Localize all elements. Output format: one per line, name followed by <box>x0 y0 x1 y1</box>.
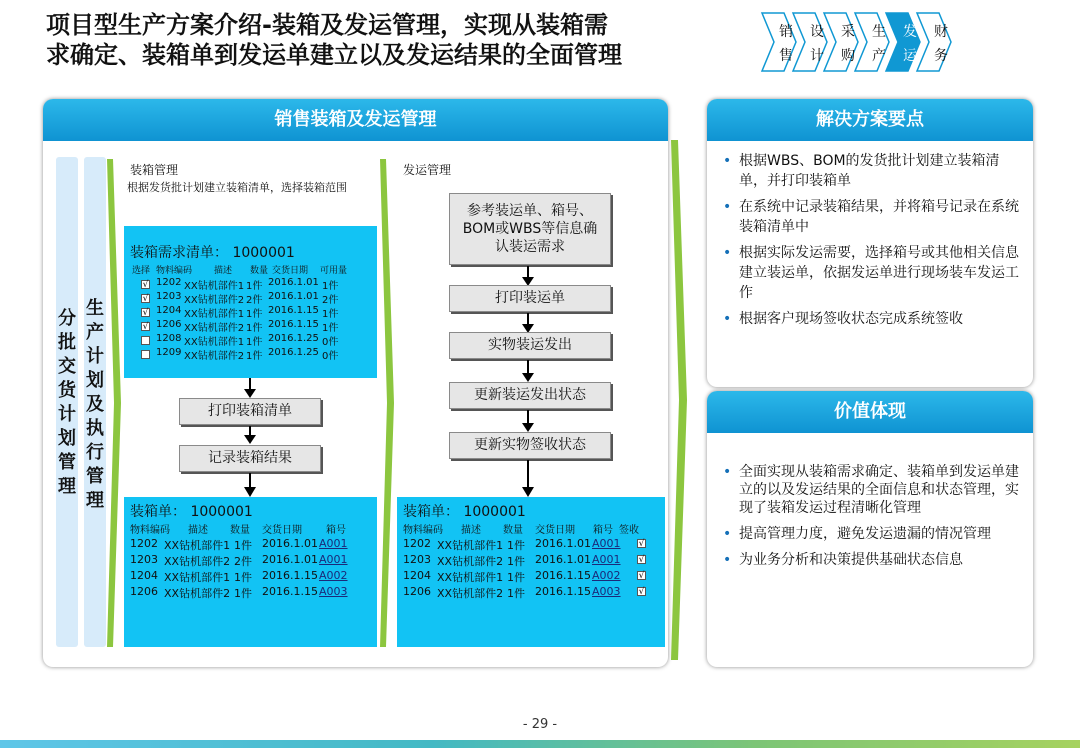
vertical-label-production-plan: 生 产 计 划 及 执 行 管 理 <box>84 157 106 647</box>
process-step-production: 生 产 <box>872 24 886 64</box>
box-number-link[interactable]: A001 <box>592 553 621 566</box>
main-panel <box>43 99 668 667</box>
list-item: • 根据WBS、BOM的发货批计划建立装箱清单，并打印装箱单 <box>721 151 1023 191</box>
down-arrow-icon <box>521 460 535 497</box>
packing-list-box <box>124 497 377 647</box>
update-receipt-status-button[interactable]: 更新实物签收状态 <box>449 432 611 459</box>
down-arrow-icon <box>243 378 257 398</box>
select-checkbox[interactable] <box>141 336 150 345</box>
list-item: • 提高管理力度，避免发运遗漏的情况管理 <box>721 525 1023 543</box>
solution-bullet-list <box>721 151 1023 335</box>
sign-checkbox[interactable]: √ <box>638 587 645 597</box>
packing-requirement-heading: 装箱需求清单： 1000001 <box>130 245 295 261</box>
select-checkbox[interactable]: √ <box>142 308 149 318</box>
down-arrow-icon <box>521 410 535 432</box>
down-arrow-icon <box>243 426 257 444</box>
update-shipping-status-button[interactable]: 更新装运发出状态 <box>449 382 611 409</box>
packing-list-heading: 装箱单： 1000001 <box>130 504 253 520</box>
down-arrow-icon <box>243 473 257 497</box>
packing-requirement-list <box>124 226 377 378</box>
down-arrow-icon <box>521 313 535 333</box>
green-divider-arrow-2 <box>380 159 394 647</box>
sign-checkbox[interactable]: √ <box>638 555 645 565</box>
select-checkbox[interactable]: √ <box>142 280 149 290</box>
page-number: - 29 - <box>522 717 558 732</box>
list-item: • 在系统中记录装箱结果，并将箱号记录在系统装箱清单中 <box>721 197 1023 237</box>
box-number-link[interactable]: A002 <box>319 569 348 582</box>
packing-list-table: 物料编码 描述 数量 交货日期 箱号 1202 XX钻机部件1 1件 2016.1.01 A001 1203 XX钻机部件2 2件 2016.1.01 A001 1204 XX钻机部件1 1件 2016.1.15 A002 1206 XX钻机部件2 1件 2016.1.15 A003 <box>130 525 348 600</box>
shipping-packing-list-box <box>397 497 665 647</box>
footer-gradient-bar <box>0 740 1080 748</box>
title-line-1: 项目型生产方案介绍-装箱及发运管理，实现从装箱需 <box>46 11 608 39</box>
solution-panel <box>707 99 1033 387</box>
box-number-link[interactable]: A003 <box>319 585 348 598</box>
list-item: • 为业务分析和决策提供基础状态信息 <box>721 551 1023 569</box>
list-item: • 根据实际发运需要，选择箱号或其他相关信息建立装运单，依据发运单进行现场装车发运工作 <box>721 243 1023 303</box>
down-arrow-icon <box>521 266 535 286</box>
box-number-link[interactable]: A001 <box>319 537 348 550</box>
process-chevrons <box>760 11 970 73</box>
value-panel-header: 价值体现 <box>707 391 1033 433</box>
box-number-link[interactable]: A002 <box>592 569 621 582</box>
sign-checkbox[interactable]: √ <box>638 539 645 549</box>
list-item: • 全面实现从装箱需求确定、装箱单到发运单建立的以及发运结果的全面信息和状态管理，实现了装箱发运过程清晰化管理 <box>721 463 1023 517</box>
process-step-sales: 销 售 <box>779 24 793 64</box>
packing-requirement-table: 选择 物料编码 描述 数量 交货日期 可用量 √ 1202 XX钻机部件1 1件 2016.1.01 1件 √ 1203 XX钻机部件2 2件 2016.1.01 2件 √ 1204 XX钻机部件1 1件 2016.1.15 1件 √ 1206 XX钻机部件2 1件 2016.1.15 1件 1208 XX钻机部件1 1件 2016.1.25 0件 1209 XX钻机部件2 1件 2016.1.25 0件 <box>132 266 348 362</box>
sign-checkbox[interactable]: √ <box>638 571 645 581</box>
solution-panel-header: 解决方案要点 <box>707 99 1033 141</box>
select-checkbox[interactable]: √ <box>142 322 149 332</box>
value-panel <box>707 391 1033 667</box>
packing-section-title: 装箱管理 <box>130 163 179 177</box>
box-number-link[interactable]: A001 <box>319 553 348 566</box>
print-packing-list-button[interactable]: 打印装箱清单 <box>179 398 321 425</box>
process-step-finance: 财 务 <box>934 24 948 64</box>
main-panel-header: 销售装箱及发运管理 <box>43 99 668 141</box>
title-line-2: 求确定、装箱单到发运单建立以及发运结果的全面管理 <box>46 41 622 69</box>
green-connector-arrow <box>671 140 687 660</box>
select-checkbox[interactable]: √ <box>142 294 149 304</box>
confirm-shipping-requirement-step[interactable]: 参考装运单、箱号、BOM或WBS等信息确认装运需求 <box>449 193 611 265</box>
shipping-packing-list-table: 物料编码 描述 数量 交货日期 箱号 签收 1202 XX钻机部件1 1件 2016.1.01 A001 √ 1203 XX钻机部件2 1件 2016.1.01 A001 √ 1204 XX钻机部件1 1件 2016.1.15 A002 √ 1206 XX钻机部件2 1件 2016.1.15 A003 √ <box>403 525 645 600</box>
green-divider-arrow-1 <box>107 159 121 647</box>
page-title <box>46 10 746 70</box>
box-number-link[interactable]: A003 <box>592 585 621 598</box>
process-step-purchase: 采 购 <box>841 24 855 64</box>
process-step-design: 设 计 <box>810 24 824 64</box>
down-arrow-icon <box>521 360 535 382</box>
list-item: • 根据客户现场签收状态完成系统签收 <box>721 309 1023 329</box>
packing-section-subtitle: 根据发货批计划建立装箱清单，选择装箱范围 <box>127 181 347 194</box>
box-number-link[interactable]: A001 <box>592 537 621 550</box>
process-step-shipping: 发 运 <box>903 24 917 64</box>
print-shipping-order-button[interactable]: 打印装运单 <box>449 285 611 312</box>
record-packing-result-button[interactable]: 记录装箱结果 <box>179 445 321 472</box>
shipping-packing-list-heading: 装箱单： 1000001 <box>403 504 526 520</box>
shipping-section-title: 发运管理 <box>403 163 452 177</box>
select-checkbox[interactable] <box>141 350 150 359</box>
value-bullet-list <box>721 463 1023 577</box>
ship-goods-button[interactable]: 实物装运发出 <box>449 332 611 359</box>
vertical-label-batch-plan: 分 批 交 货 计 划 管 理 <box>56 157 78 647</box>
